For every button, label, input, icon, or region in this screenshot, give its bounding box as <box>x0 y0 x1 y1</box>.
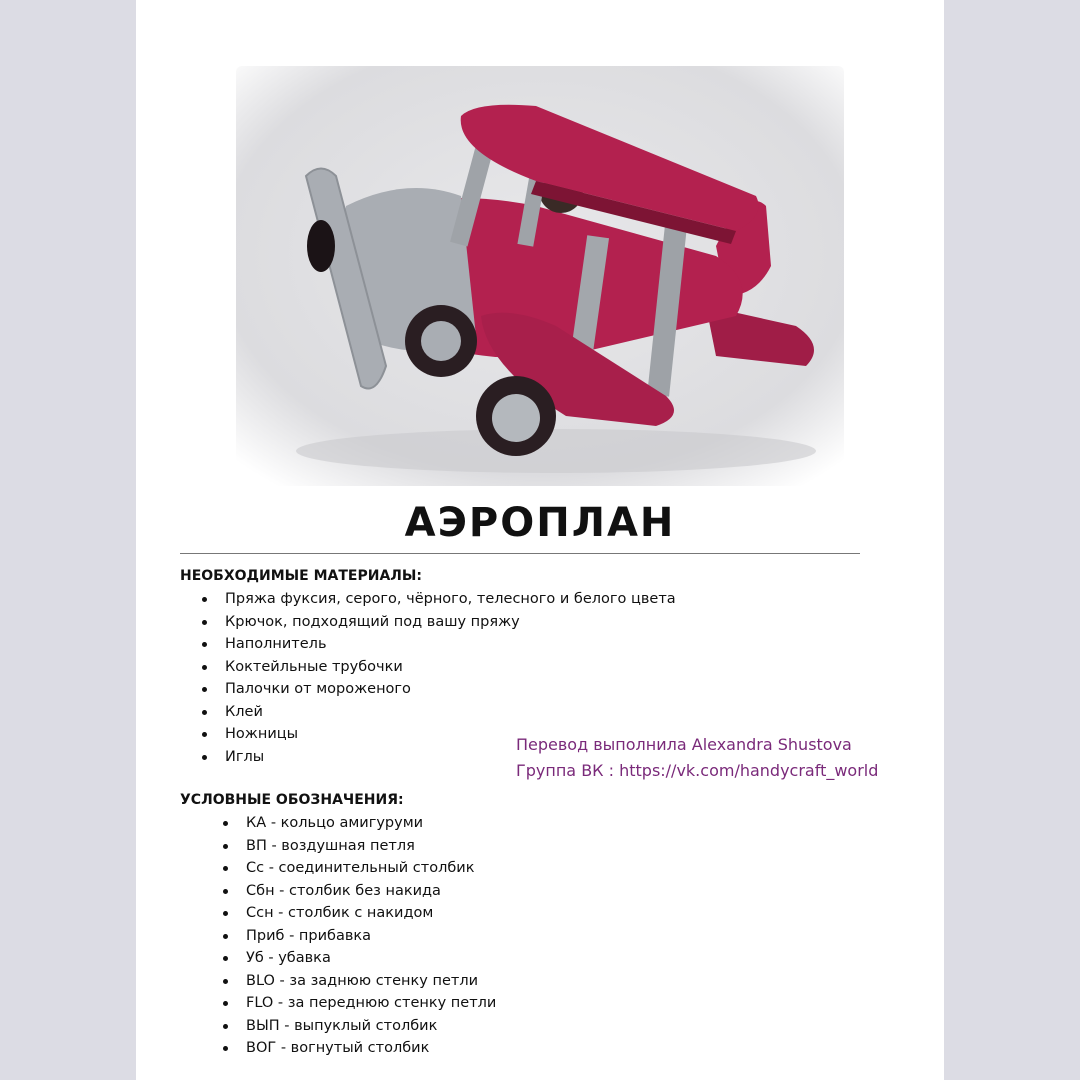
list-item: Наполнитель <box>202 633 676 656</box>
list-item: Пряжа фуксия, серого, чёрного, телесного и белого цвета <box>202 588 676 611</box>
translation-credit <box>516 732 878 784</box>
materials-heading: НЕОБХОДИМЫЕ МАТЕРИАЛЫ: <box>180 568 423 584</box>
airplane-photo <box>236 66 844 486</box>
list-item: ВОГ - вогнутый столбик <box>223 1037 496 1060</box>
credit-vk-link[interactable]: Группа ВК : https://vk.com/handycraft_world <box>516 761 879 780</box>
list-item: Сс - соединительный столбик <box>223 857 496 880</box>
list-item: Крючок, подходящий под вашу пряжу <box>202 611 676 634</box>
list-item: Иглы <box>202 746 676 769</box>
list-item: ВП - воздушная петля <box>223 835 496 858</box>
list-item: Ссн - столбик с накидом <box>223 902 496 925</box>
document-page <box>136 0 944 1080</box>
list-item: КА - кольцо амигуруми <box>223 812 496 835</box>
legend-heading: УСЛОВНЫЕ ОБОЗНАЧЕНИЯ: <box>180 792 404 808</box>
list-item: ВЫП - выпуклый столбик <box>223 1015 496 1038</box>
list-item: Ножницы <box>202 723 676 746</box>
crochet-airplane-illustration <box>236 66 844 486</box>
list-item: Сбн - столбик без накида <box>223 880 496 903</box>
list-item: FLO - за переднюю стенку петли <box>223 992 496 1015</box>
title-divider <box>180 553 860 554</box>
list-item: Приб - прибавка <box>223 925 496 948</box>
list-item: BLO - за заднюю стенку петли <box>223 970 496 993</box>
list-item: Уб - убавка <box>223 947 496 970</box>
page-title: АЭРОПЛАН <box>404 500 676 546</box>
credit-translator: Перевод выполнила Alexandra Shustova <box>516 735 852 754</box>
list-item: Коктейльные трубочки <box>202 656 676 679</box>
legend-list <box>223 812 496 1060</box>
list-item: Клей <box>202 701 676 724</box>
list-item: Палочки от мороженого <box>202 678 676 701</box>
